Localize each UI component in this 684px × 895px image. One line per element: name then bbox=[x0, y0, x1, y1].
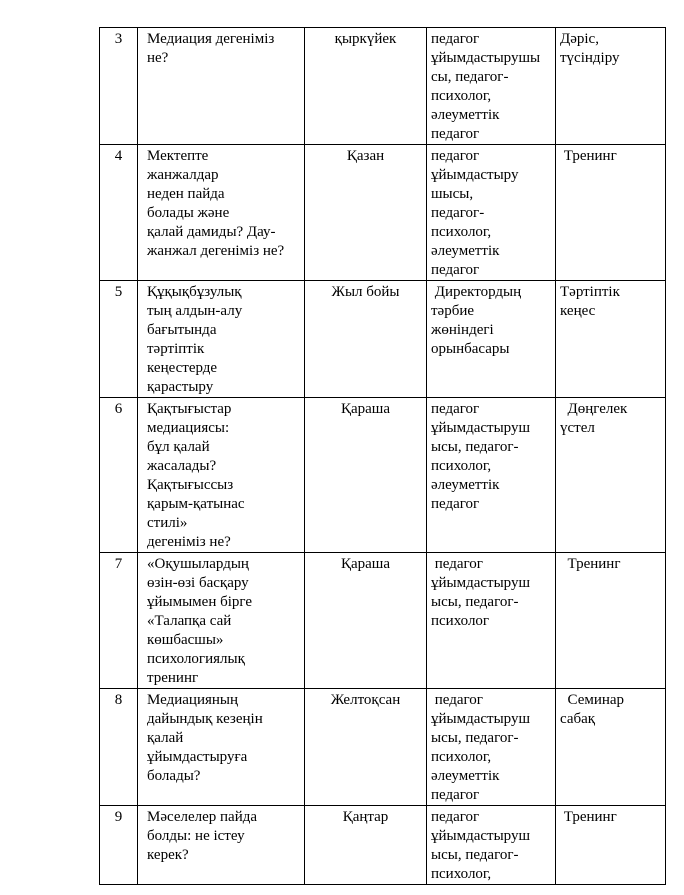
form-line: Тренинг bbox=[560, 148, 617, 164]
topic-cell bbox=[138, 553, 305, 689]
topic-line: бағытында bbox=[147, 322, 217, 338]
topic-line: көшбасшы» bbox=[147, 632, 224, 648]
topic-cell bbox=[138, 806, 305, 885]
responsible-line: педагог bbox=[431, 401, 480, 417]
table-row bbox=[100, 28, 666, 145]
form-line: түсіндіру bbox=[560, 50, 620, 66]
topic-line: Қақтығыссыз bbox=[147, 477, 234, 493]
table-row bbox=[100, 553, 666, 689]
topic-line: болады және bbox=[147, 205, 230, 221]
topic-line: Құқықбұзулық bbox=[147, 284, 242, 300]
form-cell bbox=[556, 145, 666, 281]
responsible-line: әлеуметтік bbox=[431, 477, 500, 493]
topic-line: қалай bbox=[147, 730, 184, 746]
topic-line: тәртіптік bbox=[147, 341, 205, 357]
responsible-line: шысы, bbox=[431, 186, 474, 202]
responsible-line: ысы, педагог- bbox=[431, 847, 519, 863]
topic-line: Медиацияның bbox=[147, 692, 239, 708]
form-line: Дөңгелек bbox=[560, 401, 628, 417]
responsible-line: педагог bbox=[431, 809, 480, 825]
topic-cell bbox=[138, 689, 305, 806]
topic-line: не? bbox=[147, 50, 169, 66]
topic-cell bbox=[138, 281, 305, 398]
topic-line: Қақтығыстар bbox=[147, 401, 232, 417]
responsible-line: педагог bbox=[431, 692, 483, 708]
row-number: 6 bbox=[100, 398, 138, 553]
responsible-line: әлеуметтік bbox=[431, 243, 500, 259]
date-cell: Жыл бойы bbox=[305, 281, 427, 398]
responsible-line: педагог bbox=[431, 262, 480, 278]
responsible-line: жөніндегі bbox=[431, 322, 494, 338]
responsible-line: әлеуметтік bbox=[431, 107, 500, 123]
responsible-line: педагог bbox=[431, 31, 480, 47]
responsible-line: ұйымдастырушы bbox=[431, 50, 541, 66]
topic-line: Мектепте bbox=[147, 148, 209, 164]
responsible-line: педагог- bbox=[431, 205, 485, 221]
form-cell bbox=[556, 689, 666, 806]
topic-line: қарым-қатынас bbox=[147, 496, 245, 512]
date-cell: Қаңтар bbox=[305, 806, 427, 885]
responsible-line: ұйымдастыруш bbox=[431, 575, 531, 591]
topic-line: тың алдын-алу bbox=[147, 303, 243, 319]
table-row bbox=[100, 806, 666, 885]
responsible-line: педагог bbox=[431, 148, 480, 164]
topic-line: медиациясы: bbox=[147, 420, 230, 436]
row-number: 9 bbox=[100, 806, 138, 885]
responsible-line: ұйымдастыру bbox=[431, 167, 519, 183]
topic-line: жанжалдар bbox=[147, 167, 219, 183]
row-number: 5 bbox=[100, 281, 138, 398]
responsible-line: педагог bbox=[431, 787, 480, 803]
topic-line: болды: не істеу bbox=[147, 828, 245, 844]
form-line: Тренинг bbox=[560, 556, 621, 572]
events-plan-table bbox=[99, 27, 666, 885]
form-line: кеңес bbox=[560, 303, 596, 319]
topic-line: ұйымдастыруға bbox=[147, 749, 248, 765]
responsible-cell bbox=[427, 145, 556, 281]
row-number: 3 bbox=[100, 28, 138, 145]
responsible-line: психолог, bbox=[431, 224, 492, 240]
topic-line: «Оқушылардың bbox=[147, 556, 249, 572]
responsible-line: ысы, педагог- bbox=[431, 594, 519, 610]
responsible-line: ұйымдастыруш bbox=[431, 828, 531, 844]
responsible-line: психолог bbox=[431, 613, 490, 629]
date-cell: Желтоқсан bbox=[305, 689, 427, 806]
responsible-line: орынбасары bbox=[431, 341, 510, 357]
responsible-line: әлеуметтік bbox=[431, 768, 500, 784]
topic-line: қарастыру bbox=[147, 379, 214, 395]
date-cell: Қараша bbox=[305, 553, 427, 689]
table-row bbox=[100, 689, 666, 806]
topic-line: дайындық кезеңін bbox=[147, 711, 263, 727]
responsible-line: сы, педагог- bbox=[431, 69, 509, 85]
topic-line: неден пайда bbox=[147, 186, 225, 202]
topic-line: бұл қалай bbox=[147, 439, 210, 455]
responsible-cell bbox=[427, 281, 556, 398]
topic-line: тренинг bbox=[147, 670, 199, 686]
topic-line: психологиялық bbox=[147, 651, 245, 667]
responsible-cell bbox=[427, 806, 556, 885]
responsible-line: педагог bbox=[431, 126, 480, 142]
responsible-cell bbox=[427, 28, 556, 145]
table-row bbox=[100, 281, 666, 398]
topic-line: болады? bbox=[147, 768, 201, 784]
responsible-line: ұйымдастыруш bbox=[431, 420, 531, 436]
form-line: Семинар bbox=[560, 692, 625, 708]
form-line: Тәртіптік bbox=[560, 284, 620, 300]
topic-line: керек? bbox=[147, 847, 189, 863]
topic-line: «Талапқа сай bbox=[147, 613, 232, 629]
topic-line: жасалады? bbox=[147, 458, 217, 474]
table-row bbox=[100, 145, 666, 281]
topic-line: өзін-өзі басқару bbox=[147, 575, 249, 591]
form-cell bbox=[556, 553, 666, 689]
responsible-line: педагог bbox=[431, 556, 483, 572]
topic-line: жанжал дегеніміз не? bbox=[147, 243, 285, 259]
responsible-line: ысы, педагог- bbox=[431, 730, 519, 746]
row-number: 4 bbox=[100, 145, 138, 281]
responsible-line: психолог, bbox=[431, 458, 492, 474]
topic-line: стилі» bbox=[147, 515, 188, 531]
responsible-cell bbox=[427, 398, 556, 553]
date-cell: Қазан bbox=[305, 145, 427, 281]
topic-cell bbox=[138, 145, 305, 281]
responsible-line: психолог, bbox=[431, 749, 492, 765]
date-cell: қыркүйек bbox=[305, 28, 427, 145]
responsible-line: педагог bbox=[431, 496, 480, 512]
topic-line: дегеніміз не? bbox=[147, 534, 231, 550]
form-cell bbox=[556, 28, 666, 145]
responsible-cell bbox=[427, 689, 556, 806]
responsible-line: ысы, педагог- bbox=[431, 439, 519, 455]
responsible-line: Директордың bbox=[431, 284, 522, 300]
topic-cell bbox=[138, 28, 305, 145]
form-cell bbox=[556, 398, 666, 553]
form-line: сабақ bbox=[560, 711, 596, 727]
topic-line: ұйымымен бірге bbox=[147, 594, 253, 610]
table-body bbox=[100, 28, 666, 885]
responsible-line: психолог, bbox=[431, 88, 492, 104]
form-line: Тренинг bbox=[560, 809, 617, 825]
row-number: 7 bbox=[100, 553, 138, 689]
table-row bbox=[100, 398, 666, 553]
topic-cell bbox=[138, 398, 305, 553]
responsible-line: тәрбие bbox=[431, 303, 475, 319]
topic-line: Мәселелер пайда bbox=[147, 809, 258, 825]
form-line: үстел bbox=[560, 420, 595, 436]
topic-line: Медиация дегеніміз bbox=[147, 31, 275, 47]
date-cell: Қараша bbox=[305, 398, 427, 553]
form-line: Дәріс, bbox=[560, 31, 599, 47]
responsible-cell bbox=[427, 553, 556, 689]
form-cell bbox=[556, 281, 666, 398]
responsible-line: ұйымдастыруш bbox=[431, 711, 531, 727]
topic-line: кеңестерде bbox=[147, 360, 218, 376]
topic-line: қалай дамиды? Дау- bbox=[147, 224, 276, 240]
row-number: 8 bbox=[100, 689, 138, 806]
responsible-line: психолог, bbox=[431, 866, 492, 882]
form-cell bbox=[556, 806, 666, 885]
